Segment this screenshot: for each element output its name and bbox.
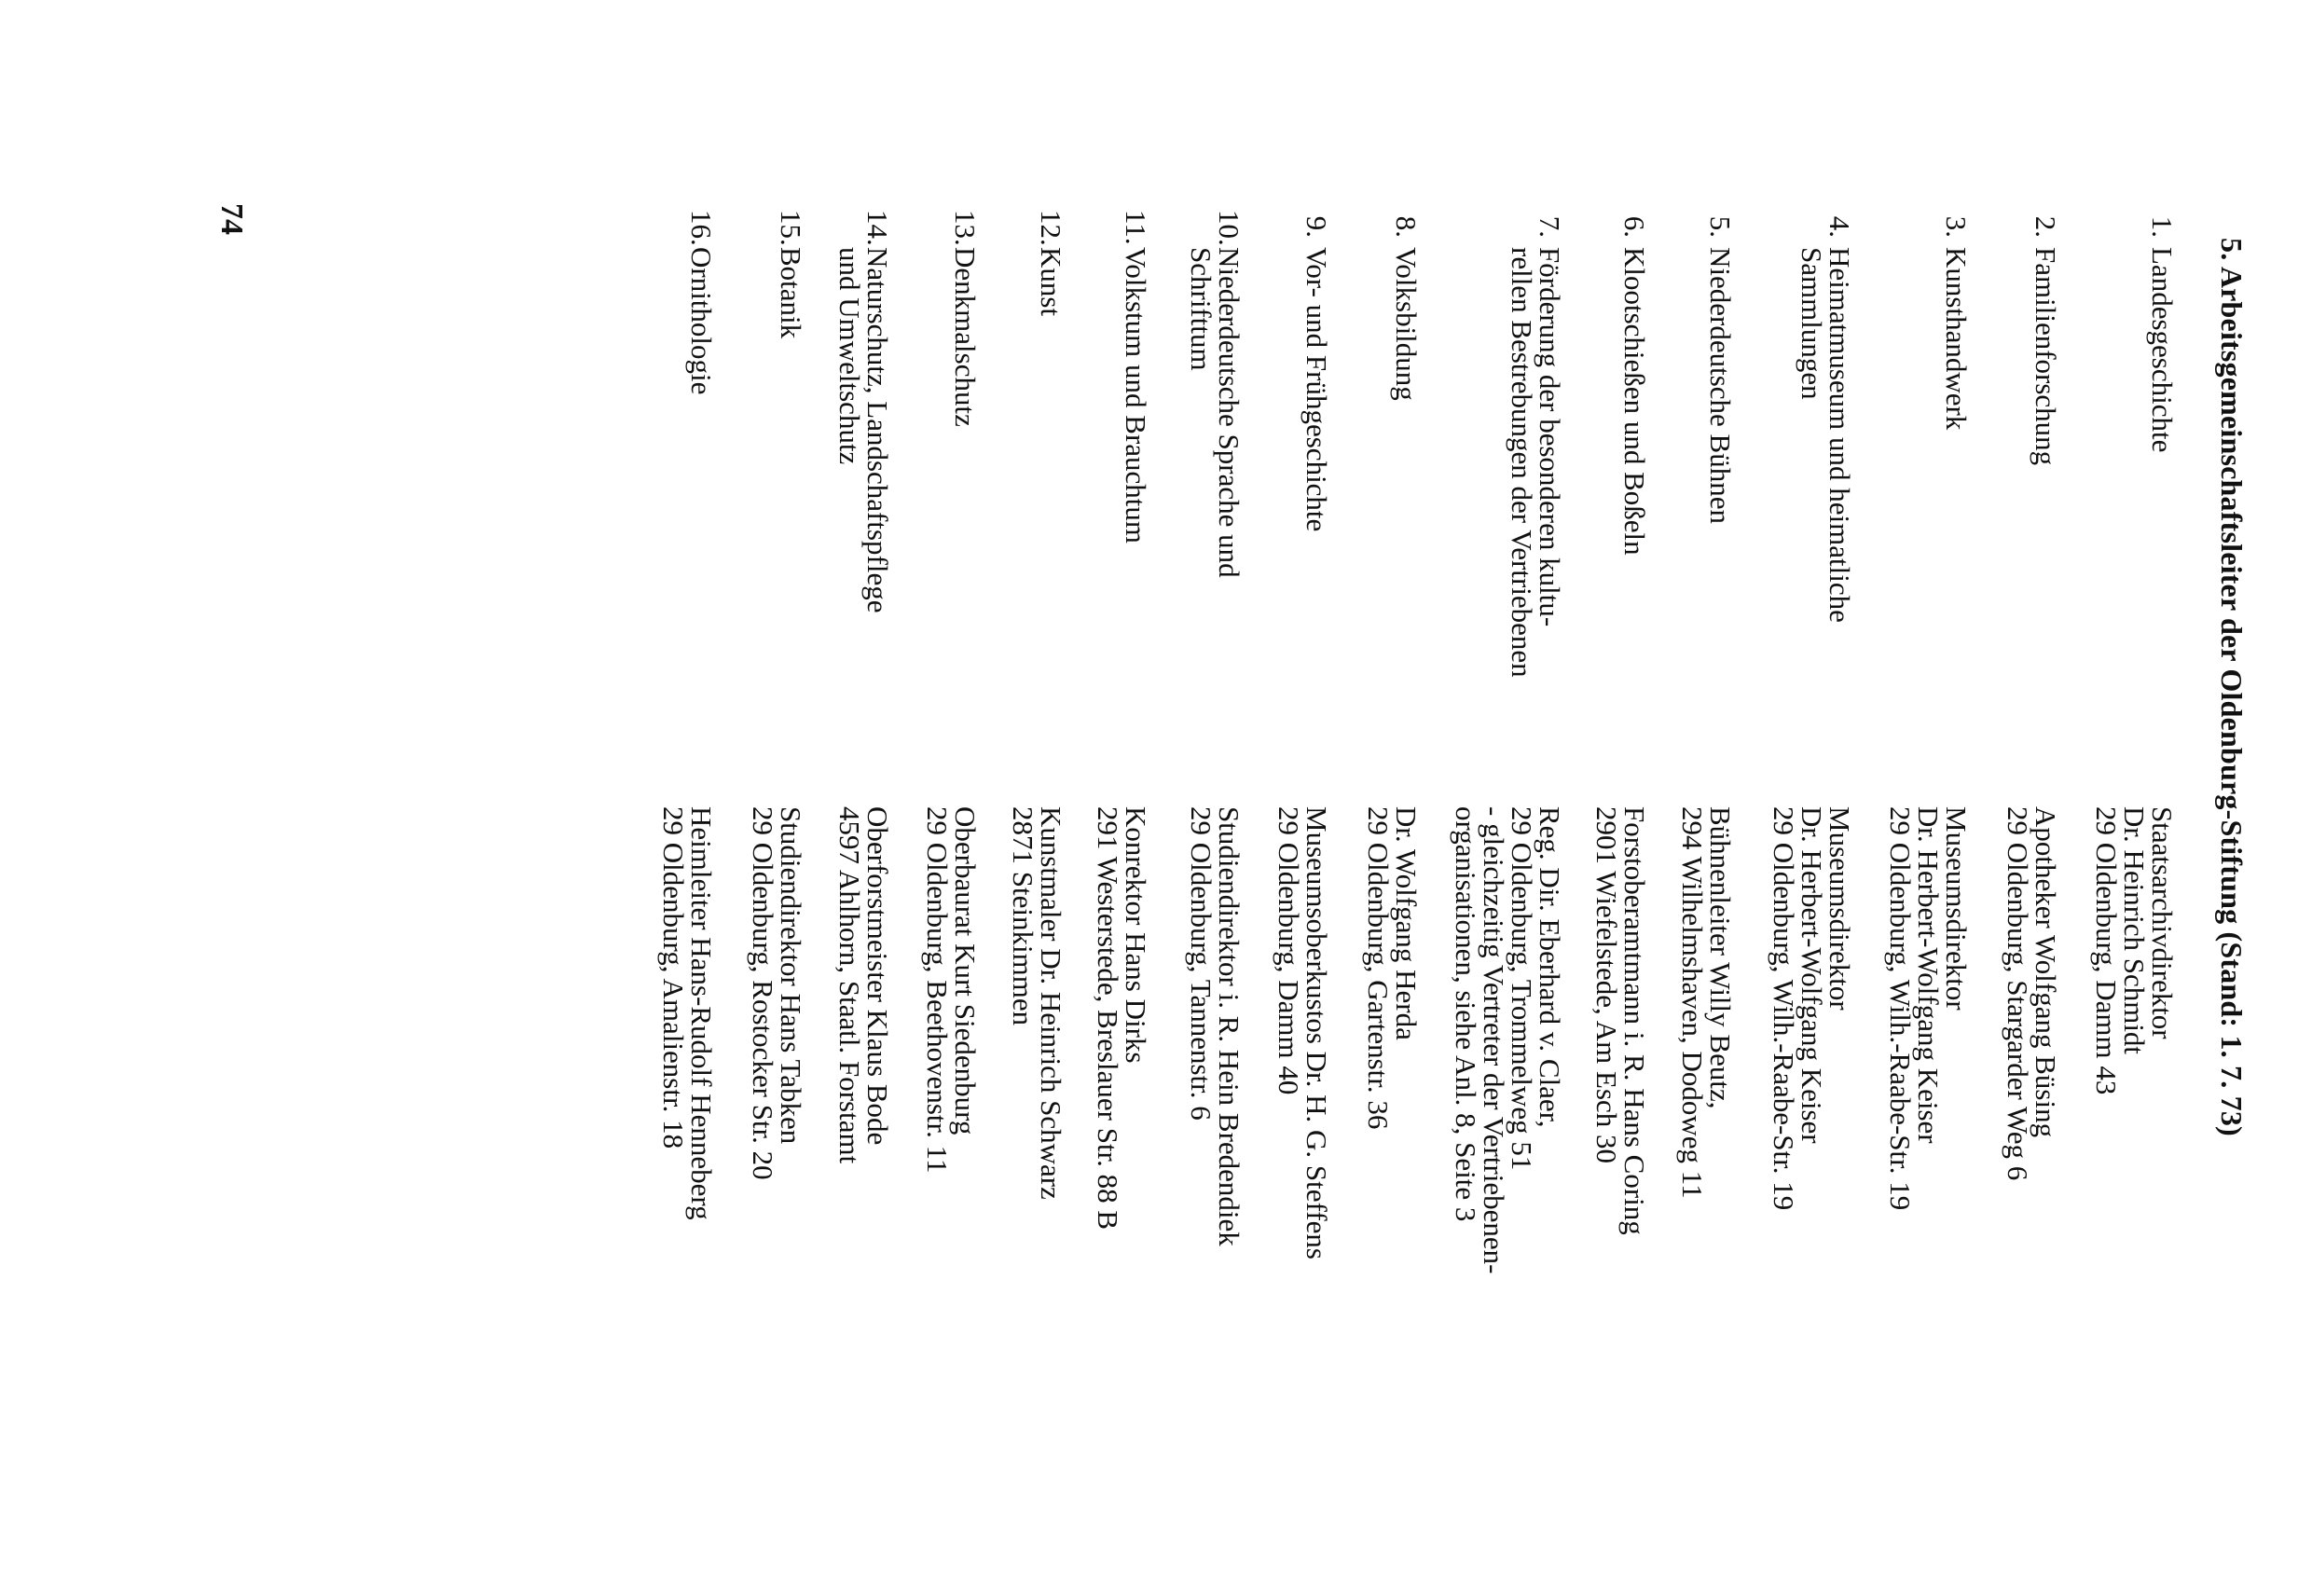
entry-topic: Niederdeutsche Sprache und Schrifttum bbox=[1185, 247, 1245, 578]
entry-number: 2. bbox=[2030, 215, 2062, 238]
entry-number: 4. bbox=[1823, 215, 1856, 238]
entry-topic: Heimatmuseum und heimatliche Sammlungen bbox=[1796, 247, 1856, 623]
entry-topic: Niederdeutsche Bühnen bbox=[1704, 247, 1737, 524]
entry-address: Oberforstmeister Klaus Bode 4597 Ahlhorn, Staatl. Forstamt bbox=[833, 806, 894, 1164]
entry-topic: Familienforschung bbox=[2030, 247, 2062, 466]
entry-number: 12. bbox=[1035, 210, 1067, 246]
entry-address: Kunstmaler Dr. Heinrich Schwarz 2871 Steinkimmen bbox=[1007, 806, 1067, 1200]
entry-address: Konrektor Hans Dirks 291 Westerstede, Breslauer Str. 88 B bbox=[1092, 806, 1152, 1231]
entry-topic: Denkmalschutz bbox=[949, 247, 982, 427]
entry-address: Reg. Dir. Eberhard v. Claer, 29 Oldenburg, Trommelweg 51 - gleichzeitig Vertreter der Vertriebenen- organisationen, siehe Anl. 8, Seite 3 bbox=[1450, 806, 1566, 1274]
entry-number: 11. bbox=[1120, 210, 1152, 245]
entry-topic: Volksbildung bbox=[1390, 247, 1423, 401]
entry-topic: Volkstum und Brauchtum bbox=[1120, 247, 1152, 544]
entry-number: 14. bbox=[861, 210, 894, 246]
entry-address: Forstoberamtmann i. R. Hans Coring 2901 Wiefelstede, Am Esch 30 bbox=[1590, 806, 1651, 1235]
entry-number: 5. bbox=[1704, 215, 1737, 238]
entry-topic: Kunsthandwerk bbox=[1940, 247, 1973, 431]
entry-number: 3. bbox=[1940, 215, 1973, 238]
entry-number: 10. bbox=[1213, 210, 1245, 246]
entry-address: Heimleiter Hans-Rudolf Henneberg 29 Oldenburg, Amalienstr. 18 bbox=[657, 806, 718, 1220]
entry-address: Bühnenleiter Willy Beutz, 294 Wilhelmshaven, Dodoweg 11 bbox=[1676, 806, 1737, 1199]
page-heading: 5. Arbeitsgemeinschaftsleiter der Oldenburg-Stiftung (Stand: 1. 7. 73) bbox=[2215, 238, 2249, 1136]
entry-address: Studiendirektor i. R. Hein Bredendiek 29 Oldenburg, Tannenstr. 6 bbox=[1185, 806, 1245, 1246]
entry-number: 15. bbox=[775, 210, 807, 246]
entry-address: Apotheker Wolfgang Büsing 29 Oldenburg, Stargarder Weg 6 bbox=[2002, 806, 2062, 1181]
entry-number: 9. bbox=[1300, 215, 1333, 238]
entry-topic: Vor- und Frühgeschichte bbox=[1300, 247, 1333, 532]
entry-topic: Klootschießen und Boßeln bbox=[1618, 247, 1651, 556]
entry-address: Museumsdirektor Dr. Herbert-Wolfgang Keiser 29 Oldenburg, Wilh.-Raabe-Str. 19 bbox=[1768, 806, 1856, 1211]
entry-number: 16. bbox=[685, 210, 718, 246]
entry-number: 1. bbox=[2146, 215, 2179, 238]
entry-address: Oberbaurat Kurt Siedenburg 29 Oldenburg, Beethovenstr. 11 bbox=[921, 806, 982, 1174]
entry-topic: Botanik bbox=[775, 247, 807, 339]
page-number: 74 bbox=[214, 203, 249, 235]
entry-number: 8. bbox=[1390, 215, 1423, 238]
entry-number: 13. bbox=[949, 210, 982, 246]
entry-address: Museumsoberkustos Dr. H. G. Steffens 29 Oldenburg, Damm 40 bbox=[1273, 806, 1333, 1259]
entry-number: 6. bbox=[1618, 215, 1651, 238]
entry-address: Dr. Wolfgang Herda 29 Oldenburg, Gartenstr. 36 bbox=[1362, 806, 1423, 1130]
entry-address: Studiendirektor Hans Tabken 29 Oldenburg, Rostocker Str. 20 bbox=[747, 806, 807, 1180]
entry-topic: Naturschutz, Landschaftspflege und Umweltschutz bbox=[833, 247, 894, 613]
entry-address: Museumsdirektor Dr. Herbert-Wolfgang Keiser 29 Oldenburg, Wilh.-Raabe-Str. 19 bbox=[1884, 806, 1973, 1211]
entry-topic: Kunst bbox=[1035, 247, 1067, 317]
entry-address: Staatsarchivdirektor Dr. Heinrich Schmidt 29 Oldenburg, Damm 43 bbox=[2090, 806, 2179, 1095]
entry-topic: Landesgeschichte bbox=[2146, 247, 2179, 453]
entry-number: 7. bbox=[1534, 215, 1566, 238]
entry-topic: Förderung der besonderen kultu- rellen Bestrebungen der Vertriebenen bbox=[1506, 247, 1566, 678]
entry-topic: Ornithologie bbox=[685, 247, 718, 395]
